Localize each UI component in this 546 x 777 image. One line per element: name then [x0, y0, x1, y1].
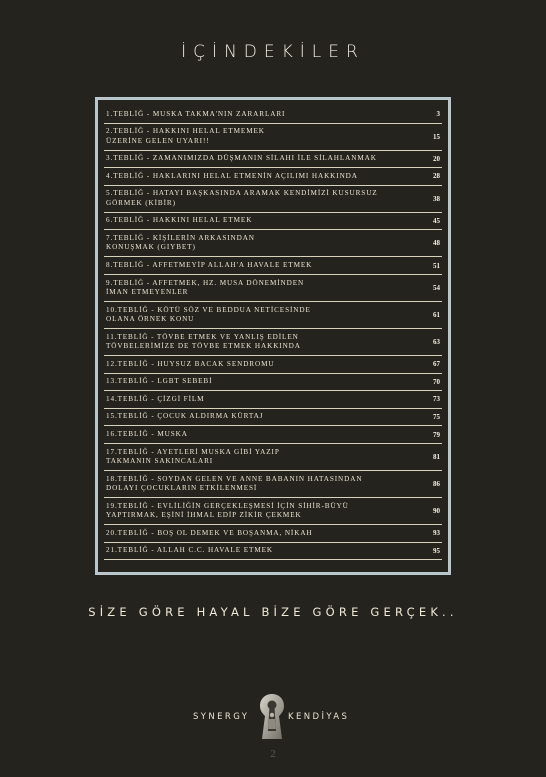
toc-item[interactable]	[104, 151, 442, 169]
toc-item-page: 61	[433, 310, 440, 319]
toc-item-page: 90	[433, 506, 440, 515]
toc-item-page: 79	[433, 430, 440, 439]
toc-item-label: 17.TEBLİĞ - AYETLERİ MUSKA GİBİ YAZIP TAKMANIN SAKINCALARI	[106, 447, 280, 465]
toc-item[interactable]	[104, 168, 442, 186]
toc-item-page: 45	[433, 217, 440, 226]
toc-item-label: 6.TEBLİĞ - HAKKINI HELAL ETMEK	[106, 216, 253, 225]
toc-item-label: 8.TEBLİĞ - AFFETMEYİP ALLAH'A HAVALE ETMEK	[106, 260, 313, 269]
toc-item[interactable]	[104, 257, 442, 275]
toc-item[interactable]	[104, 186, 442, 213]
toc-item-page: 48	[433, 239, 440, 248]
toc-item-label: 13.TEBLİĞ - LGBT SEBEBİ	[106, 377, 213, 386]
page-title: İÇİNDEKİLER	[181, 42, 365, 62]
toc-item-page: 86	[433, 479, 440, 488]
keyhole-logo-icon	[258, 693, 286, 743]
toc-item[interactable]	[104, 409, 442, 427]
toc-item-label: 10.TEBLİĞ - KÖTÜ SÖZ VE BEDDUA NETİCESİNDE OLANA ÖRNEK KONU	[106, 305, 311, 323]
toc-item-page: 67	[433, 360, 440, 369]
toc-item-label: 1.TEBLİĞ - MUSKA TAKMA'NIN ZARARLARI	[106, 109, 286, 118]
toc-item-label: 18.TEBLİĞ - SOYDAN GELEN VE ANNE BABANIN HATASINDAN DOLAYI ÇOCUKLARIN ETKİLENMESİ	[106, 474, 363, 492]
toc-item-page: 54	[433, 283, 440, 292]
toc-item[interactable]	[104, 106, 442, 124]
table-of-contents	[95, 97, 451, 575]
toc-item-label: 9.TEBLİĞ - AFFETMEK, HZ. MUSA DÖNEMİNDEN İMAN ETMEYENLER	[106, 278, 305, 296]
toc-item-label: 2.TEBLİĞ - HAKKINI HELAL ETMEMEK ÜZERİNE GELEN UYARI!!	[106, 127, 265, 145]
toc-item-label: 14.TEBLİĞ - ÇİZGİ FİLM	[106, 394, 205, 403]
toc-item-page: 95	[433, 546, 440, 555]
toc-item[interactable]	[104, 444, 442, 471]
toc-item-page: 75	[433, 413, 440, 422]
toc-item-label: 16.TEBLİĞ - MUSKA	[106, 429, 188, 438]
toc-item-label: 11.TEBLİĞ - TÖVBE ETMEK VE YANLIŞ EDİLEN TÖVBELERİMİZE DE TÖVBE ETMEK HAKKINDA	[106, 332, 301, 350]
toc-item-label: 15.TEBLİĞ - ÇOCUK ALDIRMA KÜRTAJ	[106, 412, 264, 421]
toc-item[interactable]	[104, 525, 442, 543]
toc-item-page: 73	[433, 395, 440, 404]
toc-list	[104, 106, 442, 560]
toc-item-label: 4.TEBLİĞ - HAKLARINI HELAL ETMENİN AÇILIMI HAKKINDA	[106, 171, 358, 180]
toc-item[interactable]	[104, 543, 442, 561]
toc-item[interactable]	[104, 302, 442, 329]
toc-item-page: 93	[433, 529, 440, 538]
toc-item[interactable]	[104, 230, 442, 257]
toc-item[interactable]	[104, 275, 442, 302]
toc-item[interactable]	[104, 391, 442, 409]
toc-item[interactable]	[104, 356, 442, 374]
page-number: 2	[270, 748, 276, 760]
toc-item-page: 20	[433, 154, 440, 163]
toc-item-label: 21.TEBLİĞ - ALLAH C.C. HAVALE ETMEK	[106, 546, 273, 555]
toc-item-page: 51	[433, 261, 440, 270]
toc-item-label: 3.TEBLİĞ - ZAMANIMIZDA DÜŞMANIN SİLAHI İLE SİLAHLANMAK	[106, 154, 377, 163]
toc-item[interactable]	[104, 374, 442, 392]
toc-item-page: 81	[433, 452, 440, 461]
toc-item-page: 63	[433, 337, 440, 346]
toc-item[interactable]	[104, 498, 442, 525]
toc-item-page: 70	[433, 377, 440, 386]
toc-item-label: 5.TEBLİĞ - HATAYI BAŞKASINDA ARAMAK KENDİMİZİ KUSURSUZ GÖRMEK (KİBİR)	[106, 189, 378, 207]
toc-item[interactable]	[104, 329, 442, 356]
toc-item-label: 7.TEBLİĞ - KİŞİLERİN ARKASINDAN KONUŞMAK (GIYBET)	[106, 233, 255, 252]
brand-name-right: KENDİYAS	[288, 712, 350, 722]
toc-item[interactable]	[104, 213, 442, 231]
toc-item[interactable]	[104, 124, 442, 151]
toc-item-label: 20.TEBLİĞ - BOŞ OL DEMEK VE BOŞANMA, NİKAH	[106, 528, 313, 537]
toc-item-page: 3	[436, 110, 440, 119]
toc-item-page: 38	[433, 194, 440, 203]
toc-item-page: 28	[433, 172, 440, 181]
brand-name-left: SYNERGY	[193, 712, 250, 722]
toc-item-label: 19.TEBLİĞ - EVLİLİĞİN GERÇEKLEŞMESİ İÇİN SİHİR-BÜYÜ YAPTIRMAK, EŞİNİ İHMAL EDİP ZİKİR ÇEKMEK	[106, 501, 349, 519]
slogan: SİZE GÖRE HAYAL BİZE GÖRE GERÇEK..	[88, 605, 458, 619]
toc-item-label: 12.TEBLİĞ - HUYSUZ BACAK SENDROMU	[106, 359, 275, 368]
toc-item[interactable]	[104, 426, 442, 444]
toc-item-page: 15	[433, 132, 440, 141]
toc-item[interactable]	[104, 471, 442, 498]
